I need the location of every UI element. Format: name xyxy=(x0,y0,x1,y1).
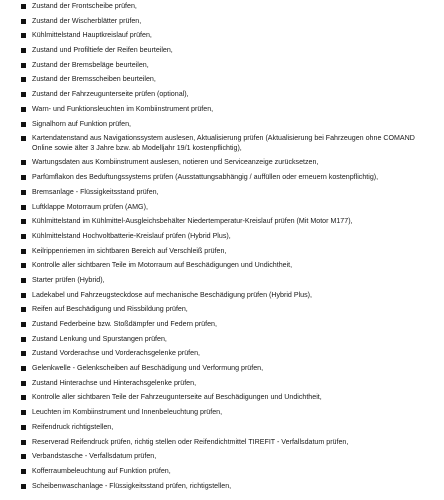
list-item: Leuchten im Kombiinstrument und Innenbeleuchtung prüfen, xyxy=(0,408,444,418)
list-item: Parfümflakon des Beduftungssystems prüfen (Ausstattungsabhängig / auffüllen oder erneuern kostenpflichtig), xyxy=(0,173,444,183)
list-item: Zustand der Bremsscheiben beurteilen, xyxy=(0,75,444,85)
list-item: Kartendatenstand aus Navigationssystem auslesen, Aktualisierung prüfen (Aktualisierung bei Fahrzeugen ohne COMAND Online sowie älter 3 Jahre bzw. ab Modelljahr 19/1 kostenpflichtig), xyxy=(0,134,444,153)
list-item: Starter prüfen (Hybrid), xyxy=(0,276,444,286)
list-item: Zustand der Wischerblätter prüfen, xyxy=(0,17,444,27)
list-item: Reifendruck richtigstellen, xyxy=(0,423,444,433)
list-item: Signalhorn auf Funktion prüfen, xyxy=(0,120,444,130)
list-item: Zustand und Profiltiefe der Reifen beurteilen, xyxy=(0,46,444,56)
list-item: Kühlmittelstand Hauptkreislauf prüfen, xyxy=(0,31,444,41)
list-item: Reifen auf Beschädigung und Rissbildung prüfen, xyxy=(0,305,444,315)
list-item: Kontrolle aller sichtbaren Teile der Fahrzeugunterseite auf Beschädigungen und Undichtheit, xyxy=(0,393,444,403)
list-item: Gelenkwelle - Gelenkscheiben auf Beschädigung und Verformung prüfen, xyxy=(0,364,444,374)
list-item: Keilrippenriemen im sichtbaren Bereich auf Verschleiß prüfen, xyxy=(0,247,444,257)
list-item: Zustand Vorderachse und Vorderachsgelenke prüfen, xyxy=(0,349,444,359)
list-item: Zustand der Fahrzeugunterseite prüfen (optional), xyxy=(0,90,444,100)
list-item: Zustand der Bremsbeläge beurteilen, xyxy=(0,61,444,71)
list-item: Ladekabel und Fahrzeugsteckdose auf mechanische Beschädigung prüfen (Hybrid Plus), xyxy=(0,291,444,301)
list-item: Kontrolle aller sichtbaren Teile im Motorraum auf Beschädigungen und Undichtheit, xyxy=(0,261,444,271)
list-item: Verbandstasche - Verfallsdatum prüfen, xyxy=(0,452,444,462)
list-item: Zustand Federbeine bzw. Stoßdämpfer und Federn prüfen, xyxy=(0,320,444,330)
list-item: Kofferraumbeleuchtung auf Funktion prüfen, xyxy=(0,467,444,477)
list-item: Kühlmittelstand im Kühlmittel-Ausgleichsbehälter Niedertemperatur-Kreislauf prüfen (Mit Motor M177), xyxy=(0,217,444,227)
list-item: Zustand Lenkung und Spurstangen prüfen, xyxy=(0,335,444,345)
list-item: Zustand der Frontscheibe prüfen, xyxy=(0,2,444,12)
list-item: Scheibenwaschanlage - Flüssigkeitsstand prüfen, richtigstellen, xyxy=(0,482,444,492)
list-item: Wartungsdaten aus Kombiinstrument auslesen, notieren und Serviceanzeige zurücksetzen, xyxy=(0,158,444,168)
list-item: Zustand Hinterachse und Hinterachsgelenke prüfen, xyxy=(0,379,444,389)
list-item: Warn- und Funktionsleuchten im Kombiinstrument prüfen, xyxy=(0,105,444,115)
list-item: Bremsanlage - Flüssigkeitsstand prüfen, xyxy=(0,188,444,198)
list-item: Reserverad Reifendruck prüfen, richtig stellen oder Reifendichtmittel TIREFIT - Verfallsdatum prüfen, xyxy=(0,438,444,448)
list-item: Luftklappe Motorraum prüfen (AMG), xyxy=(0,203,444,213)
list-item: Kühlmittelstand Hochvoltbatterie-Kreislauf prüfen (Hybrid Plus), xyxy=(0,232,444,242)
